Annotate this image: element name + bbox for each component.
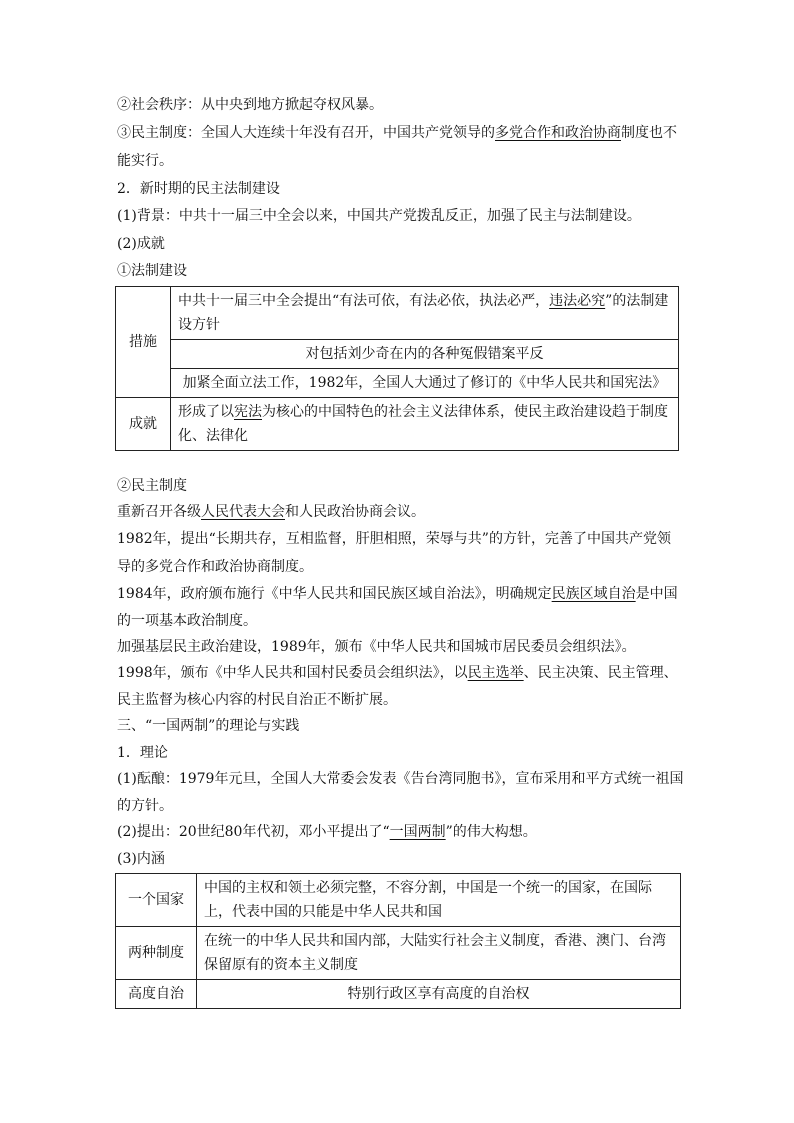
- result-label: 成就: [116, 398, 171, 451]
- measure-cell: 对包括刘少奇在内的各种冤假错案平反: [171, 340, 679, 369]
- row-content: 中国的主权和领土必须完整，不容分割，中国是一个统一的国家，在国际上，代表中国的只能是中华人民共和国: [197, 874, 681, 927]
- section-heading: 2．新时期的民主法制建设: [117, 181, 280, 197]
- row-label: 高度自治: [116, 980, 197, 1009]
- paragraph-line: 1984年，政府颁布施行《中华人民共和国民族区域自治法》，明确规定民族区域自治是中国: [117, 586, 678, 602]
- subheading: ①法制建设: [117, 263, 187, 279]
- result-cell: 形成了以宪法为核心的中国特色的社会主义法律体系，使民主政治建设趋于制度化、法律化: [171, 398, 679, 451]
- subheading: ②民主制度: [117, 478, 187, 494]
- paragraph-line: (2)提出：20世纪80年代初，邓小平提出了“一国两制”的伟大构想。: [117, 824, 537, 840]
- subheading: (2)成就: [117, 236, 165, 252]
- underlined-keyword: 民族区域自治: [551, 586, 636, 602]
- underlined-keyword: 人民代表大会: [201, 504, 285, 520]
- underlined-keyword: 违法必究: [549, 293, 606, 309]
- table-row: [116, 927, 681, 980]
- paragraph-line: 的一项基本政治制度。: [117, 613, 257, 629]
- paragraph-line: 的方针。: [117, 798, 173, 814]
- paragraph-line: ②社会秩序：从中央到地方掀起夺权风暴。: [117, 97, 383, 113]
- paragraph-line: (1)背景：中共十一届三中全会以来，中国共产党拨乱反正，加强了民主与法制建设。: [117, 208, 641, 224]
- table-row: [116, 980, 681, 1009]
- paragraph-line: ③民主制度：全国人大连续十年没有召开，中国共产党领导的多党合作和政治协商制度也不: [117, 125, 677, 141]
- paragraph-line: (1)酝酿：1979年元旦，全国人大常委会发表《告台湾同胞书》，宣布采用和平方式统一祖国: [117, 771, 684, 787]
- row-content: 在统一的中华人民共和国内部，大陆实行社会主义制度，香港、澳门、台湾保留原有的资本主义制度: [197, 927, 681, 980]
- subheading: 1．理论: [117, 745, 168, 761]
- paragraph-line: 能实行。: [117, 153, 173, 169]
- paragraph-line: 加强基层民主政治建设，1989年，颁布《中华人民共和国城市居民委员会组织法》。: [117, 639, 636, 655]
- underlined-keyword: 民主选举: [467, 665, 524, 681]
- measure-cell: 加紧全面立法工作，1982年，全国人大通过了修订的《中华人民共和国宪法》: [171, 369, 679, 398]
- paragraph-line: 1982年，提出“长期共存，互相监督，肝胆相照，荣辱与共”的方针，完善了中国共产党领: [117, 531, 671, 547]
- paragraph-line: 1998年，颁布《中华人民共和国村民委员会组织法》，以民主选举、民主决策、民主管理、: [117, 665, 678, 681]
- table-row: [116, 874, 681, 927]
- paragraph-line: 重新召开各级人民代表大会和人民政治协商会议。: [117, 504, 425, 520]
- row-label: 两种制度: [116, 927, 197, 980]
- measure-cell: 中共十一届三中全会提出“有法可依，有法必依，执法必严，违法必究”的法制建设方针: [171, 287, 679, 340]
- paragraph-line: 导的多党合作和政治协商制度。: [117, 559, 313, 575]
- section-heading: 三、“一国两制”的理论与实践: [117, 718, 300, 734]
- paragraph-line: 民主监督为核心内容的村民自治正不断扩展。: [117, 692, 397, 708]
- underlined-keyword: 一国两制: [389, 824, 446, 840]
- legal-construction-table: [115, 286, 679, 451]
- row-content: 特别行政区享有高度的自治权: [197, 980, 681, 1009]
- underlined-keyword: 多党合作和政治协商: [495, 125, 621, 141]
- one-country-two-systems-table: [115, 873, 681, 1009]
- measures-label: 措施: [116, 287, 171, 398]
- subheading: (3)内涵: [117, 851, 165, 867]
- row-label: 一个国家: [116, 874, 197, 927]
- underlined-keyword: 宪法: [234, 404, 262, 420]
